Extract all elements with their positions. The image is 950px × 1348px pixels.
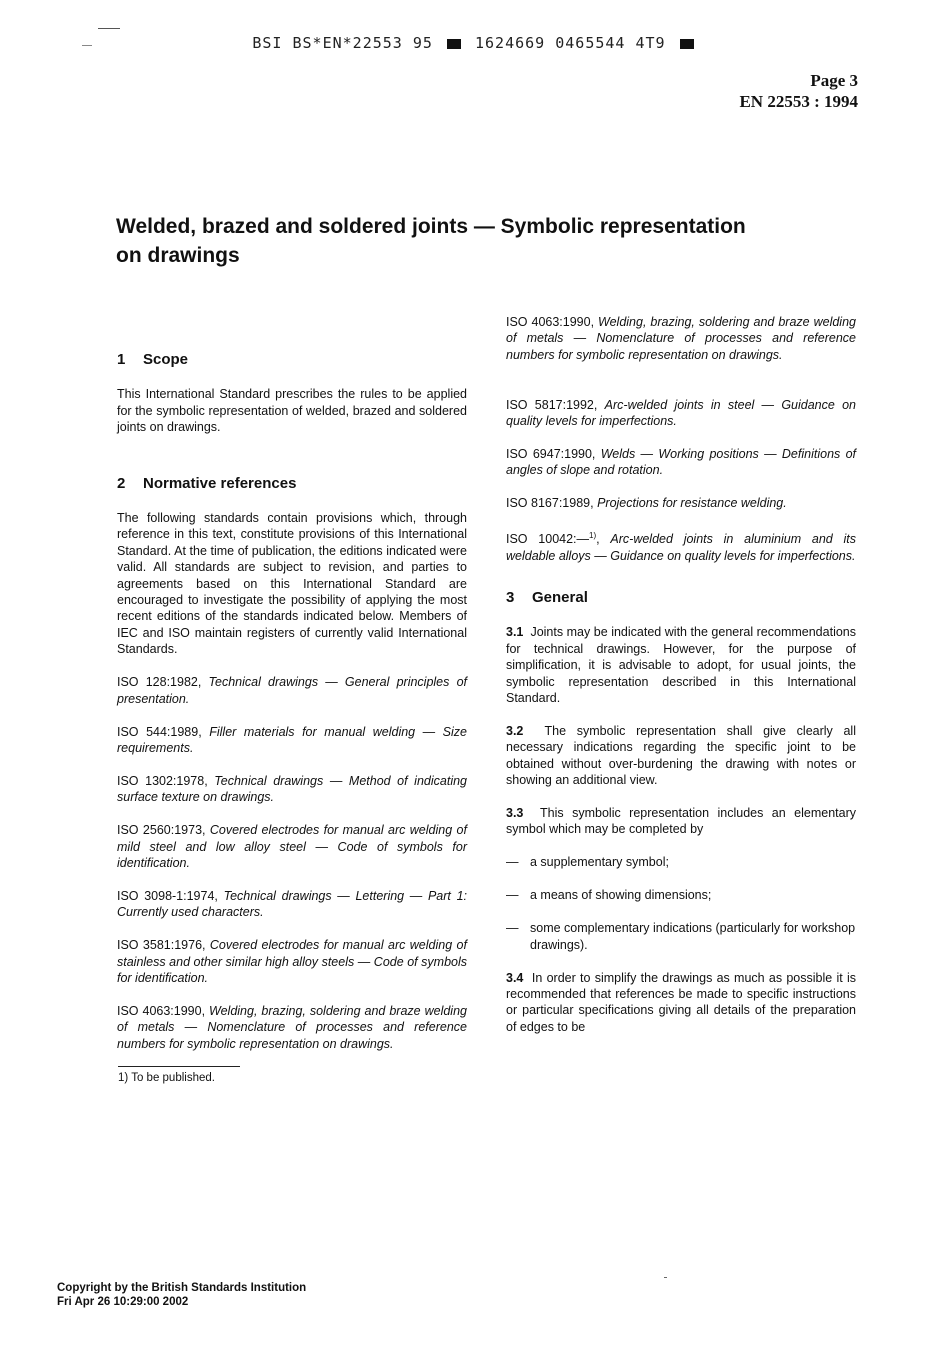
reference-item: ISO 544:1989, Filler materials for manual welding — Size requirements. [117,724,468,755]
footnote-divider [118,1066,240,1067]
section-heading-scope: 1 Scope [117,351,189,368]
scan-mark [98,28,120,29]
barcode-block-icon [447,39,461,49]
list-item: — a means of showing dimensions; [506,887,856,903]
standard-number: EN 22553 : 1994 [739,92,858,111]
reference-item: ISO 5817:1992, Arc-welded joints in steel — Guidance on quality levels for imperfections. [506,397,857,428]
clause-3-3: 3.3 This symbolic representation includes an elementary symbol which may be completed by [506,806,856,837]
page-number: Page 3 [810,71,858,90]
scan-mark [664,1277,667,1278]
copyright-notice [57,1281,306,1309]
scan-header [0,34,950,52]
normative-intro: The following standards contain provisions which, through reference in this text, constitute provisions of this International Standard. At the time of publication, the editions indicated were valid. All standards are subject to revision, and parties to agreements based on this International Standard are encouraged to investigate the possibility of applying the most recent editions of the standards indicated below. Members of IEC and ISO maintain registers of currently valid International Standards. [117,511,467,657]
reference-item: ISO 6947:1990, Welds — Working positions — Definitions of angles of slope and rotation. [506,446,856,478]
barcode-block-icon [680,39,694,49]
reference-item: ISO 2560:1973, Covered electrodes for manual arc welding of mild steel and low alloy steel — Code of symbols for identification. [117,823,467,870]
scan-header-right: 1624669 0465544 4T9 [475,34,666,52]
section-heading-general: 3 General [506,589,588,606]
clause-3-1: 3.1 Joints may be indicated with the general recommendations for technical drawings. However, for the purpose of simplification, it is advisable to adopt, for usual joints, the symbolic representation described in this International Standard. [506,625,856,706]
footnote-marker: 1) [589,531,597,541]
right-column [506,315,857,1052]
document-title: Welded, brazed and soldered joints — Symbolic representation on drawings [116,215,746,267]
left-column [117,351,468,1051]
footnote: 1) To be published. [118,1072,215,1084]
list-item: — a supplementary symbol; [506,854,856,870]
clause-3-2: 3.2 The symbolic representation shall give clearly all necessary indications regarding the specific joint to be obtained without over-burdening the drawing with notes or showing an additional view. [506,723,856,788]
page-header [739,70,858,112]
reference-item: ISO 10042:—$^{1)}$, Arc-welded joints in aluminium and its weldable alloys — Guidance on quality levels for imperfections. [506,531,856,563]
list-item: — some complementary indications (particularly for workshop drawings). [506,920,856,953]
clause-3-4: 3.4 In order to simplify the drawings as much as possible it is recommended that references be made to specific instructions or particular specifications giving all details of the preparation of edges to be [506,970,856,1034]
supplement-list [506,854,856,953]
scan-header-left: BSI BS*EN*22553 95 [252,34,433,52]
scope-text: This International Standard prescribes the rules to be applied for the symbolic representation of welded, brazed and soldered joints on drawings. [117,387,467,435]
reference-item: ISO 3098-1:1974, Technical drawings — Lettering — Part 1: Currently used characters. [117,888,467,920]
copyright-date: Fri Apr 26 10:29:00 2002 [57,1296,189,1308]
reference-item: ISO 8167:1989, Projections for resistance welding. [506,496,787,511]
reference-item: ISO 3581:1976, Covered electrodes for manual arc welding of stainless and other similar high alloy steels — Code of symbols for identification. [117,938,467,985]
copyright-line: Copyright by the British Standards Institution [57,1282,307,1294]
reference-item-split: ISO 4063:1990, Welding, brazing, soldering and braze welding of metals — Nomenclature of processes and reference numbers for symbolic representation on drawings. [117,1003,467,1051]
reference-item: ISO 128:1982, Technical drawings — General principles of presentation. [117,675,467,706]
reference-item: ISO 1302:1978, Technical drawings — Method of indicating surface texture on drawings. [117,773,467,805]
section-heading-normative: 2 Normative references [117,474,297,492]
reference-item-continued: ISO 4063:1990, Welding, brazing, soldering and braze welding of metals — Nomenclature of processes and reference numbers for symbolic representation on drawings. [506,315,856,362]
